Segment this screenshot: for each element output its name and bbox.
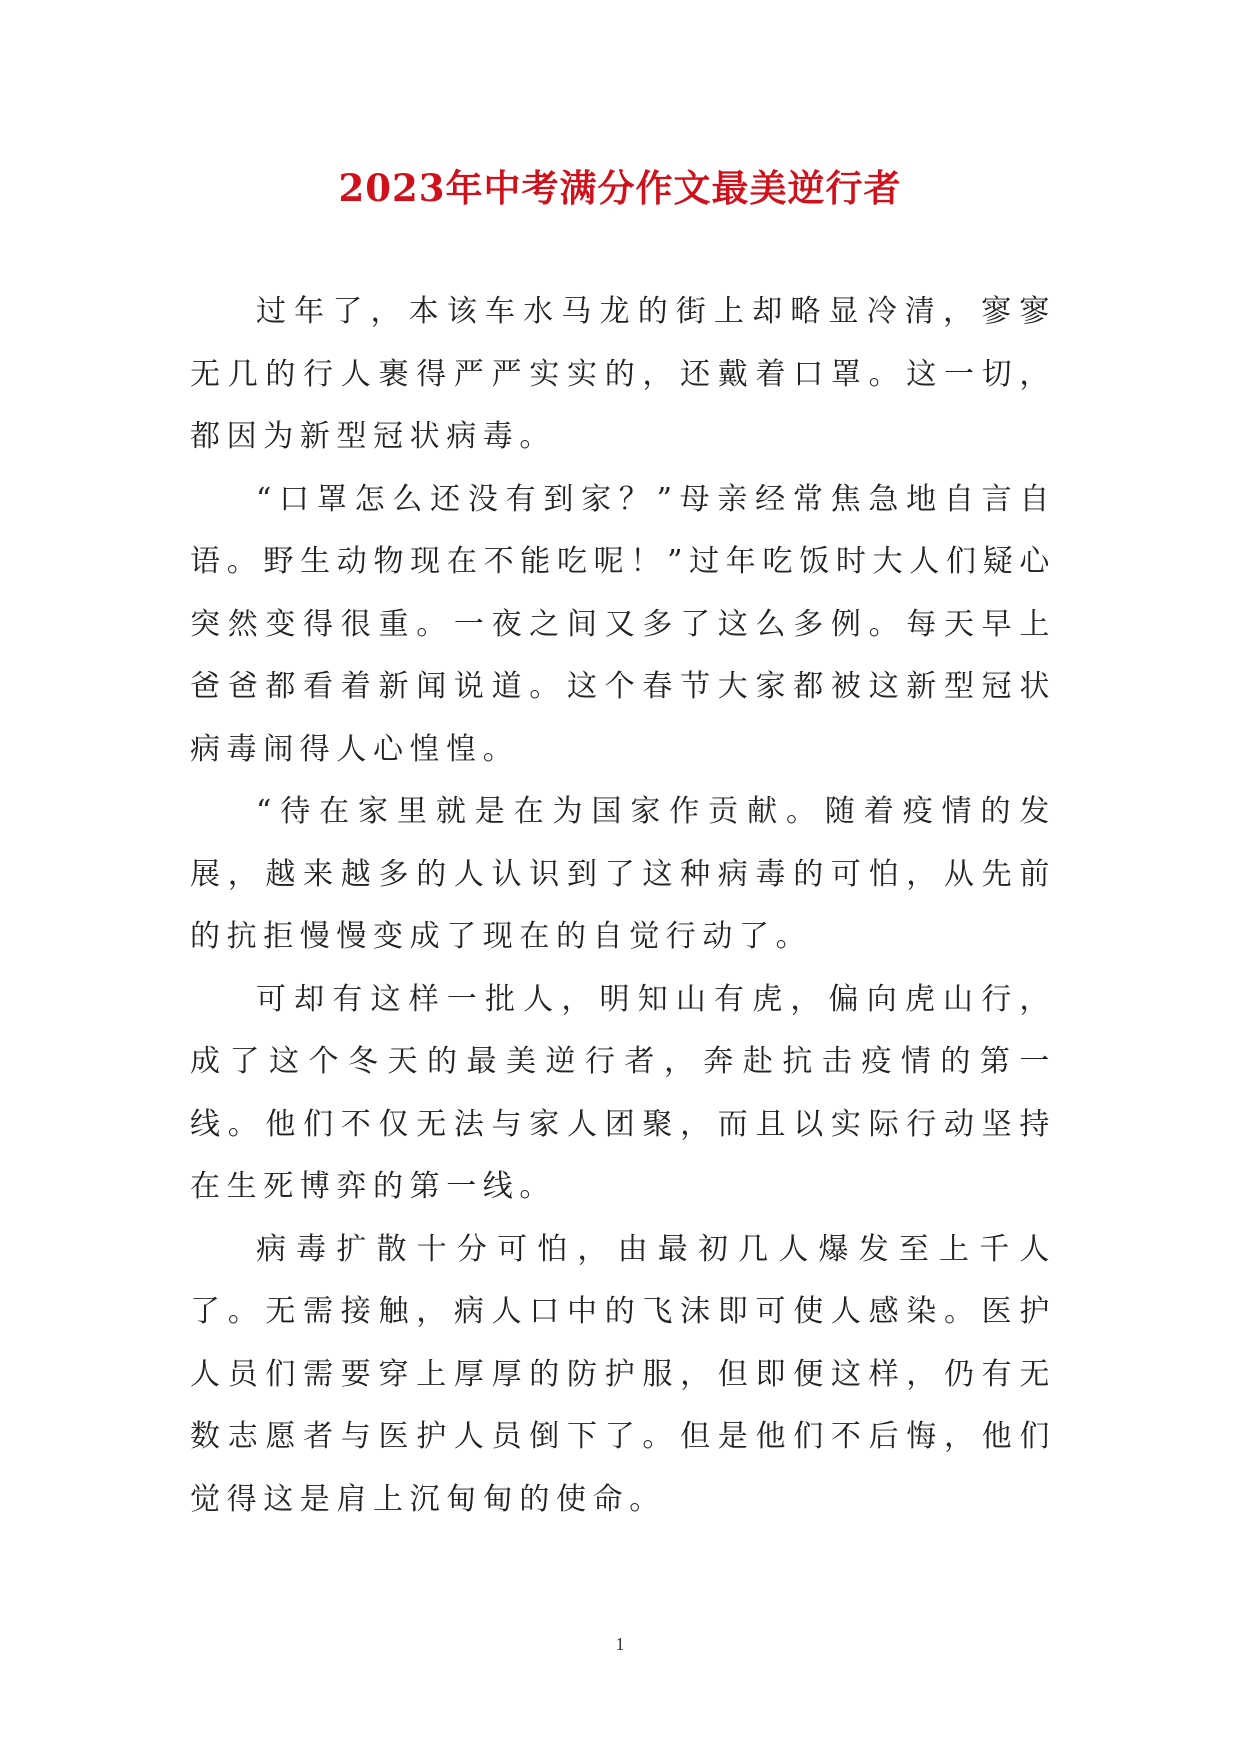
paragraph-1: 过年了，本该车水马龙的街上却略显冷清，寥寥无几的行人裹得严严实实的，还戴着口罩。这一切，都因为新型冠状病毒。 [190, 294, 1056, 454]
paragraph-2: “口罩怎么还没有到家？”母亲经常焦急地自言自语。野生动物现在不能吃呢！”过年吃饭时大人们疑心突然变得很重。一夜之间又多了这么多例。每天早上爸爸都看着新闻说道。这个春节大家都被这新型冠状病毒闹得人心惶惶。 [190, 481, 1056, 767]
document-title: 2023年中考满分作文最美逆行者 [338, 166, 902, 210]
paragraph-5: 病毒扩散十分可怕，由最初几人爆发至上千人了。无需接触，病人口中的飞沫即可使人感染。医护人员们需要穿上厚厚的防护服，但即便这样，仍有无数志愿者与医护人员倒下了。但是他们不后悔，他们觉得这是肩上沉甸甸的使命。 [190, 1231, 1056, 1517]
document-body [190, 281, 1056, 1531]
paragraph-4: 可却有这样一批人，明知山有虎，偏向虎山行，成了这个冬天的最美逆行者，奔赴抗击疫情的第一线。他们不仅无法与家人团聚，而且以实际行动坚持在生死博弈的第一线。 [190, 981, 1056, 1204]
paragraph-3: “待在家里就是在为国家作贡献。随着疫情的发展，越来越多的人认识到了这种病毒的可怕，从先前的抗拒慢慢变成了现在的自觉行动了。 [190, 794, 1056, 954]
page-number: 1 [615, 1634, 625, 1654]
